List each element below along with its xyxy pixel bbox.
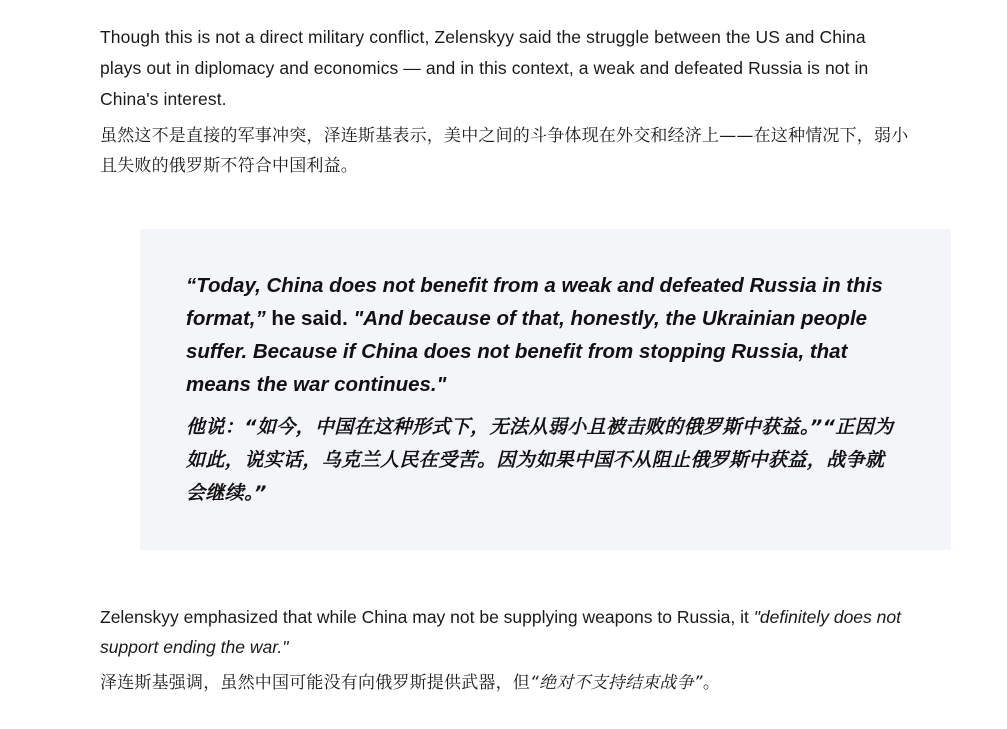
pullquote-chinese: 他说：“如今，中国在这种形式下，无法从弱小且被击败的俄罗斯中获益。”“正因为如此，说实话，乌克兰人民在受苦。因为如果中国不从阻止俄罗斯中获益，战争就会继续。” — [186, 416, 894, 504]
pullquote-english — [186, 269, 899, 401]
outro-paragraph-chinese — [100, 668, 911, 698]
spacer-above-quote — [100, 187, 911, 213]
spacer-below-quote — [100, 566, 911, 602]
outro-chinese-lead: 泽连斯基强调，虽然中国可能没有向俄罗斯提供武器，但 — [100, 673, 530, 693]
intro-paragraph-english: Though this is not a direct military conflict, Zelenskyy said the struggle between the US and China plays out in diplomacy and economics — and in this context, a weak and defeated Russia is not in China's interest. — [100, 27, 869, 109]
pullquote-attribution: he said. — [265, 307, 354, 330]
pullquote-english-part2: "And because of that, honestly, the Ukrainian people suffer. Because if China does not benefit from stopping Russia, that means the war continues." — [186, 307, 868, 396]
intro-paragraph-chinese: 虽然这不是直接的军事冲突，泽连斯基表示，美中之间的斗争体现在外交和经济上——在这种情况下，弱小且失败的俄罗斯不符合中国利益。 — [100, 126, 909, 176]
outro-english-quote: "definitely does not support ending the war." — [100, 607, 901, 657]
pullquote-block — [140, 229, 951, 550]
pullquote-english-part1: “Today, China does not benefit from a weak and defeated Russia in this format,” — [186, 274, 883, 330]
outro-chinese-quote: “绝对不支持结束战争” — [530, 673, 703, 693]
outro-paragraph-english — [100, 602, 911, 662]
outro-chinese-end: 。 — [702, 673, 721, 693]
outro-english-lead: Zelenskyy emphasized that while China may not be supplying weapons to Russia, it — [100, 607, 754, 627]
